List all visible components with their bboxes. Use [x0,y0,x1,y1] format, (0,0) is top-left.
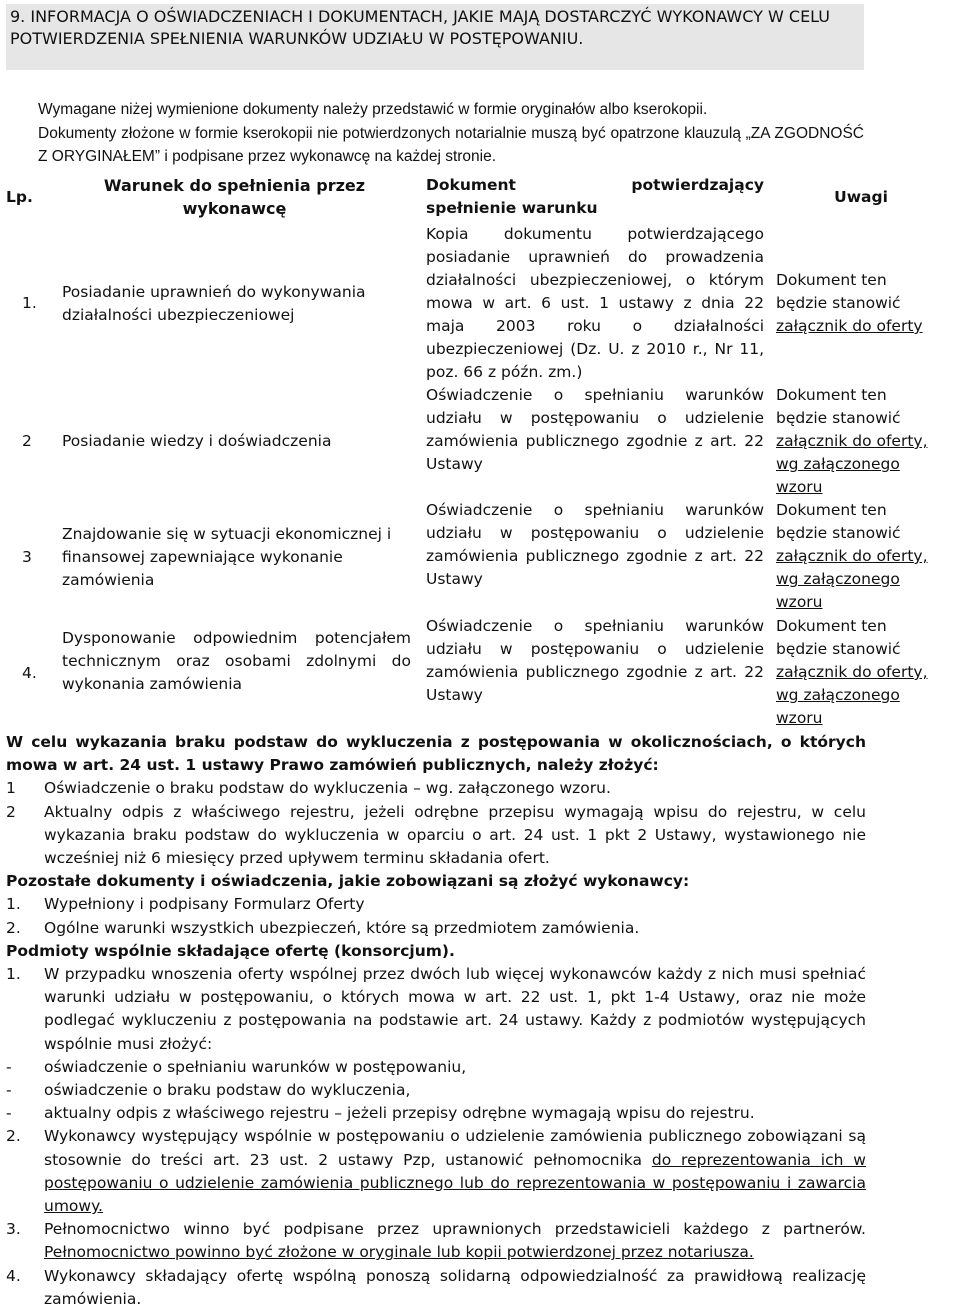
other-docs-item-1-text: Wypełniony i podpisany Formularz Oferty [44,895,365,914]
row-3-condition: Znajdowanie się w sytuacji ekonomicznej i finansowej zapewniające wykonanie zamówienia [62,525,392,589]
consortium-dash-1 [6,1056,866,1079]
consortium-item-1 [6,963,866,1056]
other-docs-title: Pozostałe dokumenty i oświadczenia, jakie zobowiązani są złożyć wykonawcy: [6,872,690,891]
consortium-item-2-body: Wykonawcy występujący wspólnie w postępowaniu o udzielenie zamówienia publicznego zobowiązani są stosownie do treści art. 23 ust. 2 ustawy Pzp, ustanowić pełnomocnika [44,1127,866,1169]
consortium-item-3-text [44,1218,866,1264]
header-lp: Lp. [6,188,33,206]
row-2-notes [776,384,941,499]
row-1-notes-text: Dokument ten będzie stanowić [776,271,901,312]
consortium-dash-3-text: aktualny odpis z właściwego rejestru – jeżeli przepisy odrębne wymagają wpisu do rejestru. [44,1104,755,1123]
other-docs-item-2-text: Ogólne warunki wszystkich ubezpieczeń, które są przedmiotem zamówienia. [44,918,640,937]
other-docs-item-1-number: 1. [6,895,21,914]
exclusion-title: W celu wykazania braku podstaw do wykluczenia z postępowania w okolicznościach, o których mowa w art. 24 ust. 1 ustawy Prawo zamówień publicznych, należy złożyć: [6,733,866,775]
consortium-item-2-text [44,1125,866,1218]
row-1-notes [776,269,941,338]
consortium-item-4-text: Wykonawcy składający ofertę wspólną ponoszą solidarną odpowiedzialność za prawidłową realizację zamówienia. [44,1266,866,1308]
other-docs-item-2 [6,917,866,940]
consortium-item-2 [6,1125,866,1218]
consortium-dash-3 [6,1102,866,1125]
header-condition: Warunek do spełnienia przez wykonawcę [103,176,366,218]
section-heading: 9. INFORMACJA O OŚWIADCZENIACH I DOKUMENTACH, JAKIE MAJĄ DOSTARCZYĆ WYKONAWCY W CELU POTWIERDZENIA SPEŁNIENIA WARUNKÓW UDZIAŁU W POSTĘPOWANIU. [6,4,864,70]
row-4-lp: 4. [22,664,37,682]
row-2-notes-text: Dokument ten będzie stanowić [776,386,901,427]
row-3-notes-attachment: załącznik do oferty, wg załączonego wzoru [776,547,928,611]
exclusion-item-1-number: 1 [6,779,16,798]
consortium-item-4 [6,1265,866,1311]
consortium-dash-2 [6,1079,866,1102]
consortium-item-2-number: 2. [6,1127,21,1146]
exclusion-item-2-number: 2 [6,802,16,821]
row-3-lp: 3 [22,548,32,566]
row-2-document: Oświadczenie o spełnianiu warunków udziału w postępowaniu o udzielenie zamówienia publicznego zgodnie z art. 22 Ustawy [426,386,764,473]
requirements-details [6,731,866,1311]
consortium-dash-2-text: oświadczenie o braku podstaw do wykluczenia, [44,1081,411,1100]
intro-line-2: Dokumenty złożone w formie kserokopii nie potwierdzonych notarialnie muszą być opatrzone klauzulą „ZA ZGODNOŚĆ Z ORYGINAŁEM” i podpisane przez wykonawcę na każdej stronie. [38,124,864,165]
row-2-lp: 2 [22,432,32,450]
header-document-line-2: spełnienie warunku [426,199,598,217]
consortium-item-1-number: 1. [6,965,21,984]
exclusion-item-2 [6,801,866,871]
exclusion-item-1 [6,777,866,800]
consortium-item-1-text: W przypadku wnoszenia oferty wspólnej przez dwóch lub więcej wykonawców każdy z nich musi spełniać warunki udziału w postępowaniu, o których mowa w art. 22 ust. 1, pkt 1-4 Ustawy, oraz nie może podlegać wykluczeniu z postępowania na podstawie art. 24 ustawy. Każdy z podmiotów występujących wspólnie musi złożyć: [44,965,866,1053]
consortium-item-4-number: 4. [6,1266,21,1285]
dash-marker: - [6,1104,12,1123]
exclusion-item-2-text: Aktualny odpis z właściwego rejestru, jeżeli odrębne przepisu wymagają wpisu do rejestru, w celu wykazania braku podstaw do wykluczenia w oparciu o art. 24 ust. 1 pkt 2 Ustawy, wystawionego nie wcześniej niż 6 miesięcy przed upływem terminu składania ofert. [44,802,866,868]
row-3-document: Oświadczenie o spełnianiu warunków udziału w postępowaniu o udzielenie zamówienia publicznego zgodnie z art. 22 Ustawy [426,501,764,588]
dash-marker: - [6,1081,12,1100]
intro-line-1: Wymagane niżej wymienione dokumenty należy przedstawić w formie oryginałów albo kserokopii. [38,101,708,118]
consortium-item-2-underlined: do reprezentowania ich w postępowaniu o udzielenie zamówienia publicznego lub do reprezentowania w postępowaniu i zawarcia umowy. [44,1150,866,1216]
row-1-document: Kopia dokumentu potwierdzającego posiadanie uprawnień do prowadzenia działalności ubezpieczeniowej, o którym mowa w art. 6 ust. 1 ustawy z dnia 22 maja 2003 roku o działalności ubezpieczeniowej (Dz. U. z 2010 r., Nr 11, poz. 66 z późn. zm.) [426,225,764,381]
exclusion-item-1-text: Oświadczenie o braku podstaw do wykluczenia – wg. załączonego wzoru. [44,779,611,798]
consortium-item-3 [6,1218,866,1264]
row-3-notes-text: Dokument ten będzie stanowić [776,501,901,542]
row-3-notes [776,499,941,614]
header-notes: Uwagi [834,188,888,206]
row-4-condition: Dysponowanie odpowiednim potencjałem technicznym oraz osobami zdolnymi do wykonania zamówienia [62,629,411,693]
requirements-table [0,172,960,732]
row-4-notes-attachment: załącznik do oferty, wg załączonego wzoru [776,663,928,727]
other-docs-item-2-number: 2. [6,918,21,937]
intro-text [38,98,864,169]
consortium-item-3-underlined: Pełnomocnictwo powinno być złożone w oryginale lub kopii potwierdzonej przez notariusza. [44,1243,754,1262]
row-2-notes-attachment: załącznik do oferty, wg załączonego wzoru [776,432,928,496]
row-1-notes-attachment: załącznik do oferty [776,317,923,335]
header-document-line-1: Dokument potwierdzający [426,176,764,194]
row-4-notes [776,615,941,730]
consortium-item-3-number: 3. [6,1220,21,1239]
consortium-item-3-body: Pełnomocnictwo winno być podpisane przez uprawnionych przedstawicieli każdego z partnerów. [44,1220,866,1239]
row-2-condition: Posiadanie wiedzy i doświadczenia [62,432,332,450]
dash-marker: - [6,1057,12,1076]
row-4-notes-text: Dokument ten będzie stanowić [776,617,901,658]
other-docs-item-1 [6,893,866,916]
consortium-title: Podmioty wspólnie składające ofertę (konsorcjum). [6,941,455,960]
row-1-condition: Posiadanie uprawnień do wykonywania działalności ubezpieczeniowej [62,283,366,324]
consortium-dash-1-text: oświadczenie o spełnianiu warunków w postępowaniu, [44,1057,467,1076]
row-1-lp: 1. [22,294,37,312]
row-4-document: Oświadczenie o spełnianiu warunków udziału w postępowaniu o udzielenie zamówienia publicznego zgodnie z art. 22 Ustawy [426,617,764,704]
